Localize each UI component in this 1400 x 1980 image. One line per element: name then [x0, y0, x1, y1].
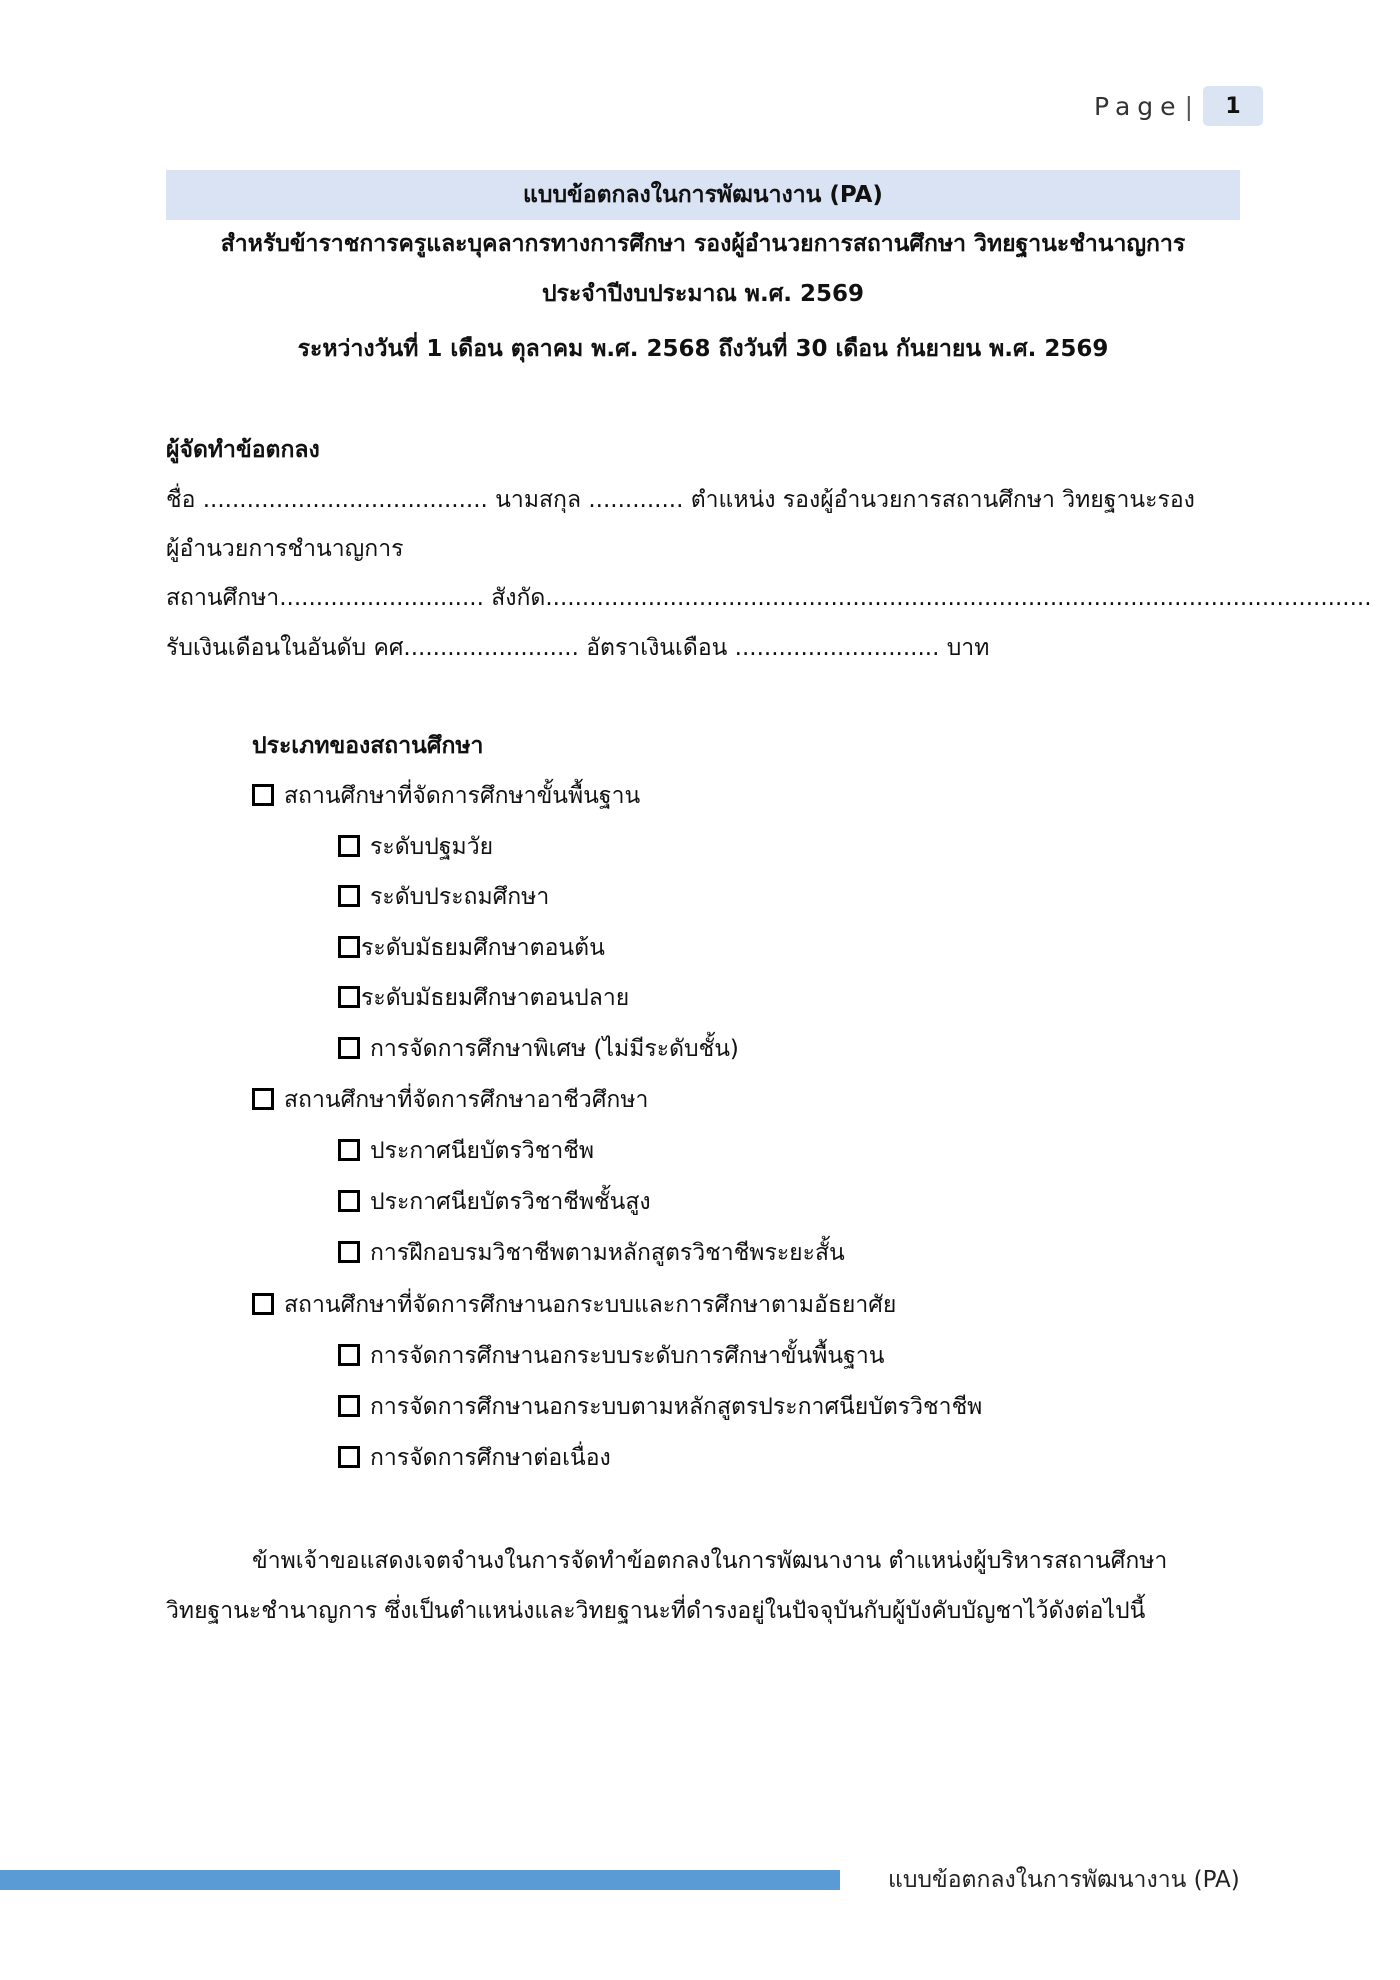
checkbox[interactable]: [252, 784, 274, 806]
option-continuing-education[interactable]: [338, 1440, 611, 1476]
option-label: การจัดการศึกษาพิเศษ (ไม่มีระดับชั้น): [370, 1036, 739, 1062]
author-position-line: ผู้อำนวยการชำนาญการ: [166, 536, 404, 562]
checkbox[interactable]: [338, 1190, 360, 1212]
fiscal-year: ประจำปีงบประมาณ พ.ศ. 2569: [541, 281, 865, 307]
option-label: การฝึกอบรมวิชาชีพตามหลักสูตรวิชาชีพระยะสั้น: [370, 1240, 845, 1266]
school-type-heading: ประเภทของสถานศึกษา: [252, 733, 484, 759]
group-non-formal-education[interactable]: [252, 1287, 896, 1323]
checkbox[interactable]: [338, 986, 360, 1008]
option-label: การจัดการศึกษานอกระบบระดับการศึกษาขั้นพื้นฐาน: [370, 1343, 885, 1369]
group-vocational-education[interactable]: [252, 1082, 648, 1118]
option-label: ระดับประถมศึกษา: [370, 884, 550, 910]
author-school-line: สถานศึกษา............................ สังกัด.................................................................................................................: [166, 585, 1372, 611]
option-label: ประกาศนียบัตรวิชาชีพชั้นสูง: [370, 1189, 651, 1215]
declaration-line: ข้าพเจ้าขอแสดงเจตจำนงในการจัดทำข้อตกลงในการพัฒนางาน ตำแหน่งผู้บริหารสถานศึกษา: [252, 1548, 1168, 1574]
agreement-period: ระหว่างวันที่ 1 เดือน ตุลาคม พ.ศ. 2568 ถึงวันที่ 30 เดือน กันยายน พ.ศ. 2569: [297, 336, 1109, 362]
checkbox[interactable]: [338, 885, 360, 907]
checkbox[interactable]: [252, 1088, 274, 1110]
footer-title: แบบข้อตกลงในการพัฒนางาน (PA): [888, 1867, 1240, 1893]
checkbox[interactable]: [338, 1344, 360, 1366]
option-short-course-training[interactable]: [338, 1235, 845, 1271]
option-label: การจัดการศึกษาต่อเนื่อง: [370, 1445, 611, 1471]
document-title: แบบข้อตกลงในการพัฒนางาน (PA): [166, 170, 1240, 220]
group-basic-education[interactable]: [252, 778, 640, 814]
author-salary-line: รับเงินเดือนในอันดับ คศ........................ อัตราเงินเดือน ............................ บาท: [166, 635, 990, 661]
option-label: สถานศึกษาที่จัดการศึกษานอกระบบและการศึกษาตามอัธยาศัย: [284, 1292, 897, 1318]
option-special-education[interactable]: [338, 1031, 739, 1067]
checkbox[interactable]: [338, 835, 360, 857]
checkbox[interactable]: [338, 1395, 360, 1417]
option-lower-secondary[interactable]: [338, 930, 605, 966]
option-non-formal-basic[interactable]: [338, 1338, 884, 1374]
option-label: สถานศึกษาที่จัดการศึกษาขั้นพื้นฐาน: [284, 783, 641, 809]
checkbox[interactable]: [338, 1037, 360, 1059]
page-label: Page: [1094, 91, 1183, 121]
option-label: ระดับมัธยมศึกษาตอนปลาย: [361, 985, 630, 1011]
checkbox[interactable]: [338, 1241, 360, 1263]
option-upper-secondary[interactable]: [338, 980, 629, 1016]
option-label: การจัดการศึกษานอกระบบตามหลักสูตรประกาศนียบัตรวิชาชีพ: [370, 1394, 983, 1420]
option-label: ประกาศนียบัตรวิชาชีพ: [370, 1138, 595, 1164]
declaration-paragraph: [166, 1536, 1240, 1636]
declaration-line: วิทยฐานะชำนาญการ ซึ่งเป็นตำแหน่งและวิทยฐานะที่ดำรงอยู่ในปัจจุบันกับผู้บังคับบัญชาไว้ดังต่อไปนี้: [166, 1598, 1146, 1624]
option-higher-vocational-certificate[interactable]: [338, 1184, 651, 1220]
checkbox[interactable]: [252, 1293, 274, 1315]
option-non-formal-vocational[interactable]: [338, 1389, 982, 1425]
option-label: ระดับมัธยมศึกษาตอนต้น: [361, 935, 605, 961]
checkbox[interactable]: [338, 1446, 360, 1468]
author-name-line: ชื่อ ....................................... นามสกุล ............. ตำแหน่ง รองผู้อำนวยการสถานศึกษา วิทยฐานะรอง: [166, 487, 1195, 513]
author-heading: ผู้จัดทำข้อตกลง: [166, 437, 320, 463]
document-subtitle: สำหรับข้าราชการครูและบุคลากรทางการศึกษา รองผู้อำนวยการสถานศึกษา วิทยฐานะชำนาญการ: [220, 231, 1186, 257]
page-separator: |: [1184, 91, 1193, 121]
option-vocational-certificate[interactable]: [338, 1133, 594, 1169]
option-label: สถานศึกษาที่จัดการศึกษาอาชีวศึกษา: [284, 1087, 649, 1113]
checkbox[interactable]: [338, 936, 360, 958]
option-primary[interactable]: [338, 879, 549, 915]
option-label: ระดับปฐมวัย: [370, 834, 494, 860]
checkbox[interactable]: [338, 1139, 360, 1161]
footer-bar: [0, 1870, 840, 1890]
option-early-childhood[interactable]: [338, 829, 493, 865]
page-number-badge: 1: [1203, 86, 1263, 126]
page-number-header: [1094, 86, 1263, 126]
